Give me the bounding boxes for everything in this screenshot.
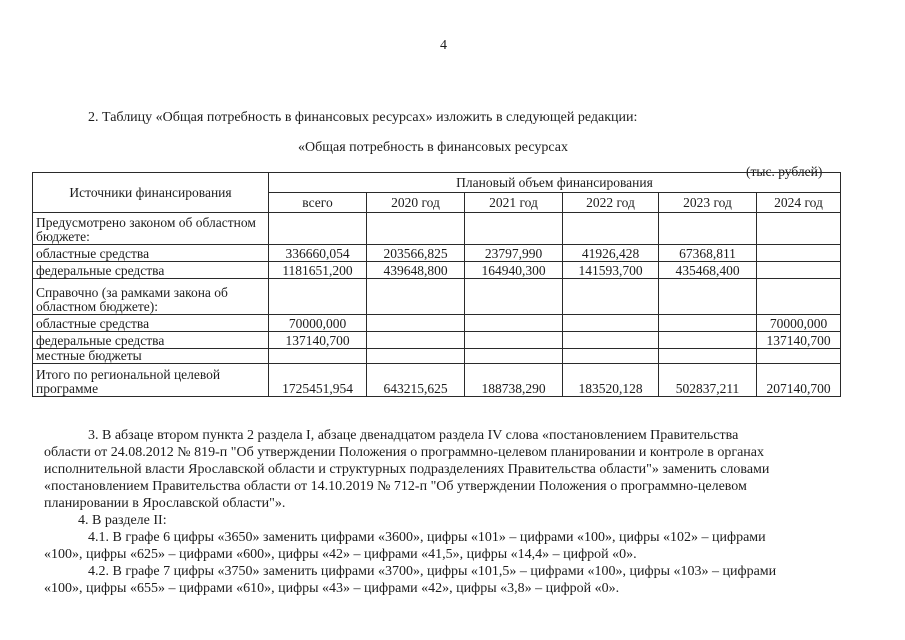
cell-value: 41926,428 [563,245,659,262]
cell-value: 1181651,200 [269,262,367,279]
cell-value [465,349,563,364]
cell-value: 1725451,954 [269,364,367,397]
cell-value: 67368,811 [659,245,757,262]
table-row [33,279,841,315]
cell-value: 70000,000 [757,315,841,332]
cell-value: 141593,700 [563,262,659,279]
cell-value: 336660,054 [269,245,367,262]
cell-value [563,349,659,364]
cell-value [563,332,659,349]
units-label: (тыс. рублей) [746,164,823,179]
cell-value: 435468,400 [659,262,757,279]
table-row [33,332,841,349]
col-header: 2020 год [367,193,465,213]
row-label: местные бюджеты [33,349,269,364]
cell-value: 207140,700 [757,364,841,397]
cell-value [757,245,841,262]
row-label: областные средства [33,245,269,262]
cell-value [659,315,757,332]
cell-value: 439648,800 [367,262,465,279]
intro-paragraph: 2. Таблицу «Общая потребность в финансовых ресурсах» изложить в следующей редакции: [88,110,638,125]
col-header: 2021 год [465,193,563,213]
cell-value: 137140,700 [269,332,367,349]
cell-value [269,279,367,315]
cell-value [563,213,659,245]
cell-value: 164940,300 [465,262,563,279]
table-row [33,349,841,364]
row-label: федеральные средства [33,332,269,349]
cell-value: 23797,990 [465,245,563,262]
table-row [33,245,841,262]
col-header: всего [269,193,367,213]
body-text-line: 4.1. В графе 6 цифры «3650» заменить цифрами «3600», цифры «101» – цифрами «100», цифры «102» – цифрами [88,530,766,545]
cell-value [757,279,841,315]
cell-value [563,315,659,332]
cell-value [465,279,563,315]
cell-value [757,262,841,279]
table-row [33,213,841,245]
table-title: «Общая потребность в финансовых ресурсах [298,140,568,155]
cell-value [465,315,563,332]
source-header: Источники финансирования [33,173,269,213]
cell-value [757,349,841,364]
row-label: Предусмотрено законом об областном бюджете: [33,213,269,245]
body-text-line: «100», цифры «625» – цифрами «600», цифры «42» – цифрами «41,5», цифры «14,4» – цифрой «0». [44,547,637,562]
col-header: 2023 год [659,193,757,213]
cell-value [563,279,659,315]
cell-value [465,213,563,245]
cell-value [367,279,465,315]
body-text-line: «100», цифры «655» – цифрами «610», цифры «43» – цифрами «42», цифры «3,8» – цифрой «0». [44,581,620,596]
body-text-line: «постановлением Правительства области от 14.10.2019 № 712-п "Об утверждении Положения о программно-целевом [44,479,747,494]
cell-value [465,332,563,349]
table-row [33,364,841,397]
cell-value: 70000,000 [269,315,367,332]
row-label: Итого по региональной целевой программе [33,364,269,397]
col-header: 2022 год [563,193,659,213]
cell-value [269,213,367,245]
financing-table [32,172,841,397]
cell-value: 137140,700 [757,332,841,349]
body-text-line: 4.2. В графе 7 цифры «3750» заменить цифрами «3700», цифры «101,5» – цифрами «100», цифры «103» – цифрами [88,564,777,579]
table-row [33,315,841,332]
cell-value [367,315,465,332]
cell-value [757,213,841,245]
page-number: 4 [440,38,447,53]
cell-value [367,332,465,349]
cell-value: 502837,211 [659,364,757,397]
row-label: Справочно (за рамками закона об областном бюджете): [33,279,269,315]
cell-value [659,279,757,315]
cell-value [659,349,757,364]
row-label: областные средства [33,315,269,332]
cell-value: 643215,625 [367,364,465,397]
body-text-line: исполнительной власти Ярославской области и структурных подразделениях Правительства области"» заменить словами [44,462,770,477]
body-text-line: планировании в Ярославской области"». [44,496,286,511]
cell-value [659,213,757,245]
row-label: федеральные средства [33,262,269,279]
col-header: 2024 год [757,193,841,213]
body-text-line: 4. В разделе II: [78,513,167,528]
cell-value [659,332,757,349]
cell-value [269,349,367,364]
cell-value: 183520,128 [563,364,659,397]
cell-value: 188738,290 [465,364,563,397]
cell-value [367,349,465,364]
cell-value [367,213,465,245]
body-text-line: области от 24.08.2012 № 819-п "Об утверждении Положения о программно-целевом планировании и контроле в органах [44,445,765,460]
plan-header: Плановый объем финансирования [269,173,841,193]
table-row [33,262,841,279]
cell-value: 203566,825 [367,245,465,262]
body-text-line: 3. В абзаце втором пункта 2 раздела I, абзаце двенадцатом раздела IV слова «постановлением Правительства [88,428,739,443]
